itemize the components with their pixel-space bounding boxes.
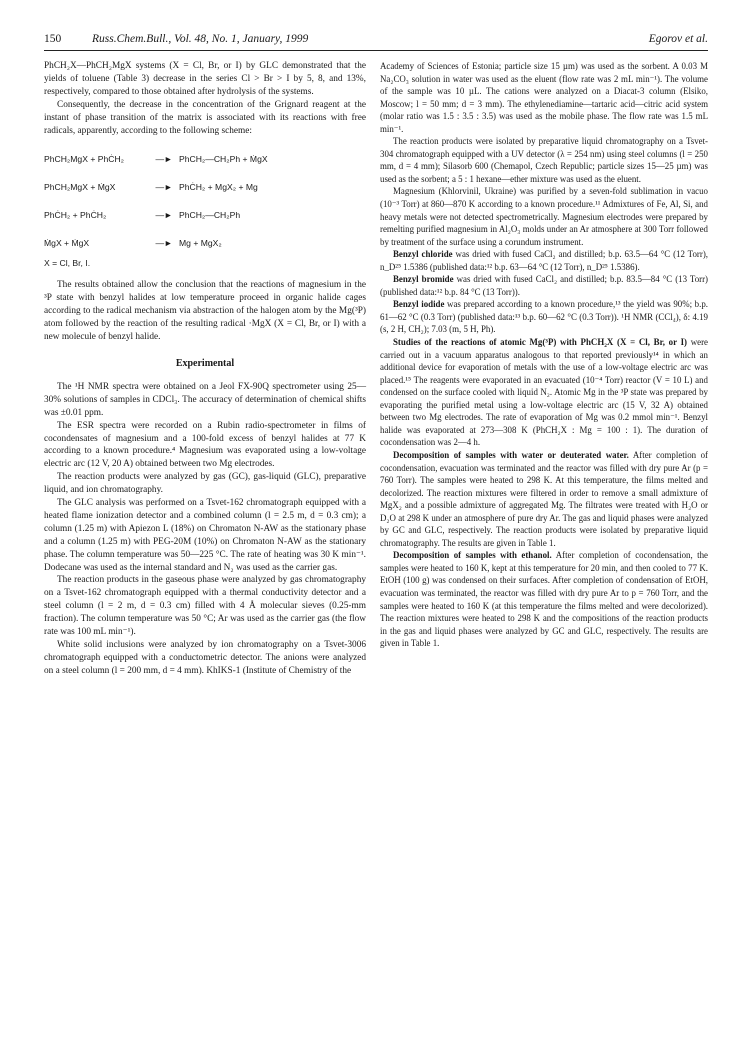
- run-in-heading: Benzyl iodide: [393, 299, 445, 310]
- run-in-heading: Decomposition of samples with water or deuterated water.: [393, 449, 629, 460]
- equation-rhs: PhCH₂—CH₂Ph: [179, 209, 241, 220]
- paragraph: The reaction products were analyzed by gas (GC), gas-liquid (GLC), preparative liquid, and ion chromatography.: [44, 472, 366, 496]
- scheme-equation: [44, 145, 366, 173]
- equation-lhs: PhCH₂MgX + ṀgX: [44, 181, 116, 192]
- run-in-heading: Benzyl bromide: [393, 274, 454, 285]
- paragraph: [380, 248, 708, 273]
- paragraph: The ESR spectra were recorded on a Rubin radio-spectrometer in films of cocondensates of magnesium and a 100-fold excess of benzyl halides at 77 K according to a known procedure.⁴ Magnesium was evaporated using a low-voltage electric arc (12 V, 20 A) obtained between two Mg electrodes.: [44, 420, 366, 470]
- run-in-heading: Benzyl chloride: [393, 249, 453, 260]
- equation-lhs: PhĊH₂ + PhĊH₂: [44, 209, 107, 220]
- paragraph: The reaction products in the gaseous phase were analyzed by gas chromatography on a Tsvet-162 chromatograph equipped with a thermal conductivity detector and a steel column (l = 2 m, d = 0.3 cm) filled with 4 Å molecular sieves (0.25-mm fraction). The column temperature was 50 °C; Ar was used as the carrier gas (the flow rate was 100 mL min⁻¹).: [44, 575, 366, 638]
- paragraph: The GLC analysis was performed on a Tsvet-162 chromatograph equipped with a heated flame ionization detector and a combined column (l = 2.5 m, d = 0.3 cm); a column (1.25 m) with Apiezon L (18%) on Chromaton N-AW as the stationary phase and a column (1.25 m) with PEG-20M (10%) on Chromaton N-AW as the stationary phase. The column temperature was 50—225 °C. The rate of heating was 30 K min⁻¹. Dodecane was used as the internal standard and N₂ was used as the carrier gas.: [44, 498, 366, 573]
- paragraph: [380, 449, 708, 549]
- x-definition: X = Cl, Br, I.: [44, 258, 91, 269]
- paragraph-text: were carried out in a vacuum apparatus analogous to that reported previously¹⁴ in which an additional device for evaporation of metals with the use of a low-voltage electric arc was placed.¹⁵ The reagents were evaporated in an evacuated (10⁻⁴ Torr) reactor (V = 10 L) and condensed on the surface cooled with liquid N₂. Atomic Mg in the ³P state was prepared by evaporating the purified metal using a low-voltage electric arc (15 V, 32 A) obtained between two Mg electrodes. The rate of evaporation of Mg was 0.2 mmol min⁻¹. Benzyl halide was evaporated at 273—308 K (PhCH₂X : Mg = 100 : 1). The duration of cocondensation was 2—4 h.: [380, 337, 708, 448]
- running-authors: Egorov et al.: [648, 33, 708, 45]
- run-in-heading: Studies of the reactions of atomic Mg(³P) with PhCH₂X (X = Cl, Br, or I): [393, 337, 688, 348]
- equation-rhs: Mg + MgX₂: [179, 237, 222, 248]
- equation-rhs: PhĊH₂ + MgX₂ + Mg: [179, 181, 258, 192]
- right-column: [380, 60, 708, 650]
- reaction-scheme: [44, 145, 366, 275]
- paragraph: The ¹H NMR spectra were obtained on a Jeol FX-90Q spectrometer using 25—30% solutions of samples in CDCl₃. The accuracy of determination of chemical shifts was ±0.01 ppm.: [44, 381, 366, 418]
- scheme-equation: [44, 201, 366, 229]
- arrow-icon: —►: [155, 209, 173, 220]
- equation-rhs: PhCH₂—CH₂Ph + ṀgX: [179, 153, 268, 164]
- scheme-equation: [44, 229, 366, 257]
- equation-lhs: PhCH₂MgX + PhĊH₂: [44, 153, 124, 164]
- paragraph: [380, 298, 708, 336]
- header-rule: [44, 50, 708, 51]
- arrow-icon: —►: [155, 237, 173, 248]
- paragraph: [380, 549, 708, 649]
- run-in-heading: Decomposition of samples with ethanol.: [393, 550, 552, 561]
- section-heading: Experimental: [175, 357, 235, 369]
- paragraph-text: After completion of cocondensation, evacuation was terminated and the reactor was filled with dry pure Ar (p = 760 Torr). The samples were heated to 298 K. At this temperature, the films melted and decolorized. The reaction mixtures were filtered in order to remove a small admixture of MgX₂ and a possible admixture of aggregated Mg. The filtrates were treated with H₂O or D₂O at 298 K under an atmosphere of pure dry Ar. The gas and liquid phases were analyzed by GC and GLC, respectively. The reaction products were isolated by preparative liquid chromatography. The results are given in Table 1.: [380, 449, 708, 548]
- paragraph-text: was dried with fused CaCl₂ and distilled; b.p. 83.5—84 °C (13 Torr) (published data:¹² b.p. 84 °C (13 Torr)).: [380, 274, 708, 297]
- arrow-icon: —►: [155, 181, 173, 192]
- equation-lhs: ṀgX + ṀgX: [44, 237, 90, 248]
- journal-citation: Russ.Chem.Bull., Vol. 48, No. 1, January, 1999: [92, 33, 309, 45]
- paragraph-text: was prepared according to a known procedure,¹³ the yield was 90%; b.p. 61—62 °C (0.3 Torr) (published data:¹³ b.p. 60—62 °C (0.3 Torr)). ¹H NMR (CCl₄), δ: 4.19 (s, 2 H, CH₂); 7.03 (m, 5 H, Ph).: [380, 299, 708, 335]
- paragraph: [380, 273, 708, 298]
- paragraph: PhCH₂X—PhCH₂MgX systems (X = Cl, Br, or I) by GLC demonstrated that the yields of toluene (Table 3) decrease in the series Cl > Br > I by 5, 8, and 13%, respectively, compared to those obtained after hydrolysis of the systems.: [44, 61, 366, 97]
- paragraph: The results obtained allow the conclusion that the reactions of magnesium in the ³P state with benzyl halides at low temperature proceed in organic halide cages according to the radical mechanism via abstraction of the halogen atom by the Mg(³P) atom followed by the reaction of the resulting radical ·MgX (X = Cl, Br, or I) with a new molecule of benzyl halide.: [44, 280, 366, 343]
- left-column: [44, 60, 366, 678]
- page-number: 150: [44, 33, 62, 45]
- scheme-equation: [44, 173, 366, 201]
- paragraph: The reaction products were isolated by preparative liquid chromatography on a Tsvet-304 chromatograph equipped with a UV detector (λ = 254 nm) using steel columns (l = 250 mm, d = 4 mm); Silasorb 600 (Chemapol, Czech Republic; particle sizes 15—25 µm) was used as the sorbent; a 5 : 1 hexane—ether mixture was used as the eluent.: [380, 136, 708, 184]
- paragraph: Academy of Sciences of Estonia; particle size 15 µm) was used as the sorbent. A 0.03 M Na₂CO₃ solution in water was used as the eluent (flow rate was 2 mL min⁻¹). The volume of the sample was 10 µL. The cations were analyzed on a Diacat-3 column (Elsiko, Moscow; l = 50 mm; d = 3 mm). The ethylenediamine—tartaric acid—citric acid system (molar ratio was 1.5 : 3.5 : 3.5) was used as the mobile phase. The flow rate was 1.5 mL min⁻¹.: [380, 61, 708, 134]
- paragraph: White solid inclusions were analyzed by ion chromatography on a Tsvet-3006 chromatograph equipped with a conductometric detector. The anions were analyzed on a steel column (l = 200 mm, d = 4 mm). KhIKS-1 (Institute of Chemistry of the: [44, 640, 366, 676]
- paragraph-text: After completion of cocondensation, the samples were heated to 160 K, kept at this temperature for 20 min, and then cooled to 77 K. EtOH (100 g) was condensed on their surfaces. After completion of condensation of EtOH, evacuation was terminated, the reactor was filled with dry pure Ar to p = 760 Torr, and the samples were heated to 160 K (at this temperature the films melted and were decolorized). The reaction mixtures were heated to 298 K and the compositions of the reaction products in the gas and liquid phases were analyzed by GC and GLC, respectively. The results are given in Table 1.: [380, 550, 708, 649]
- arrow-icon: —►: [155, 153, 173, 164]
- paragraph: Consequently, the decrease in the concentration of the Grignard reagent at the instant of phase transition of the matrix is associated with its reactions with free radicals, apparently, according to the following scheme:: [44, 99, 366, 136]
- paragraph: [380, 336, 708, 449]
- paragraph: Magnesium (Khlorvinil, Ukraine) was purified by a seven-fold sublimation in vacuo (10⁻³ Torr) at 860—870 K according to a known procedure.¹¹ Admixtures of Fe, Al, Si, and heavy metals were not detected spectrometrically. Magnesium electrodes were prepared by remelting purified magnesium in Al₂O₃ molds under an Ar atmosphere at 300 Torr followed by treatment of the surface using a corundum instrument.: [380, 186, 708, 247]
- page-header: [44, 30, 708, 50]
- paragraph-text: was dried with fused CaCl₂ and distilled; b.p. 63.5—64 °C (12 Torr), n_D²⁵ 1.5386 (published data:¹² b.p. 63—64 °C (12 Torr), n_D²⁵ 1.5386).: [380, 249, 708, 272]
